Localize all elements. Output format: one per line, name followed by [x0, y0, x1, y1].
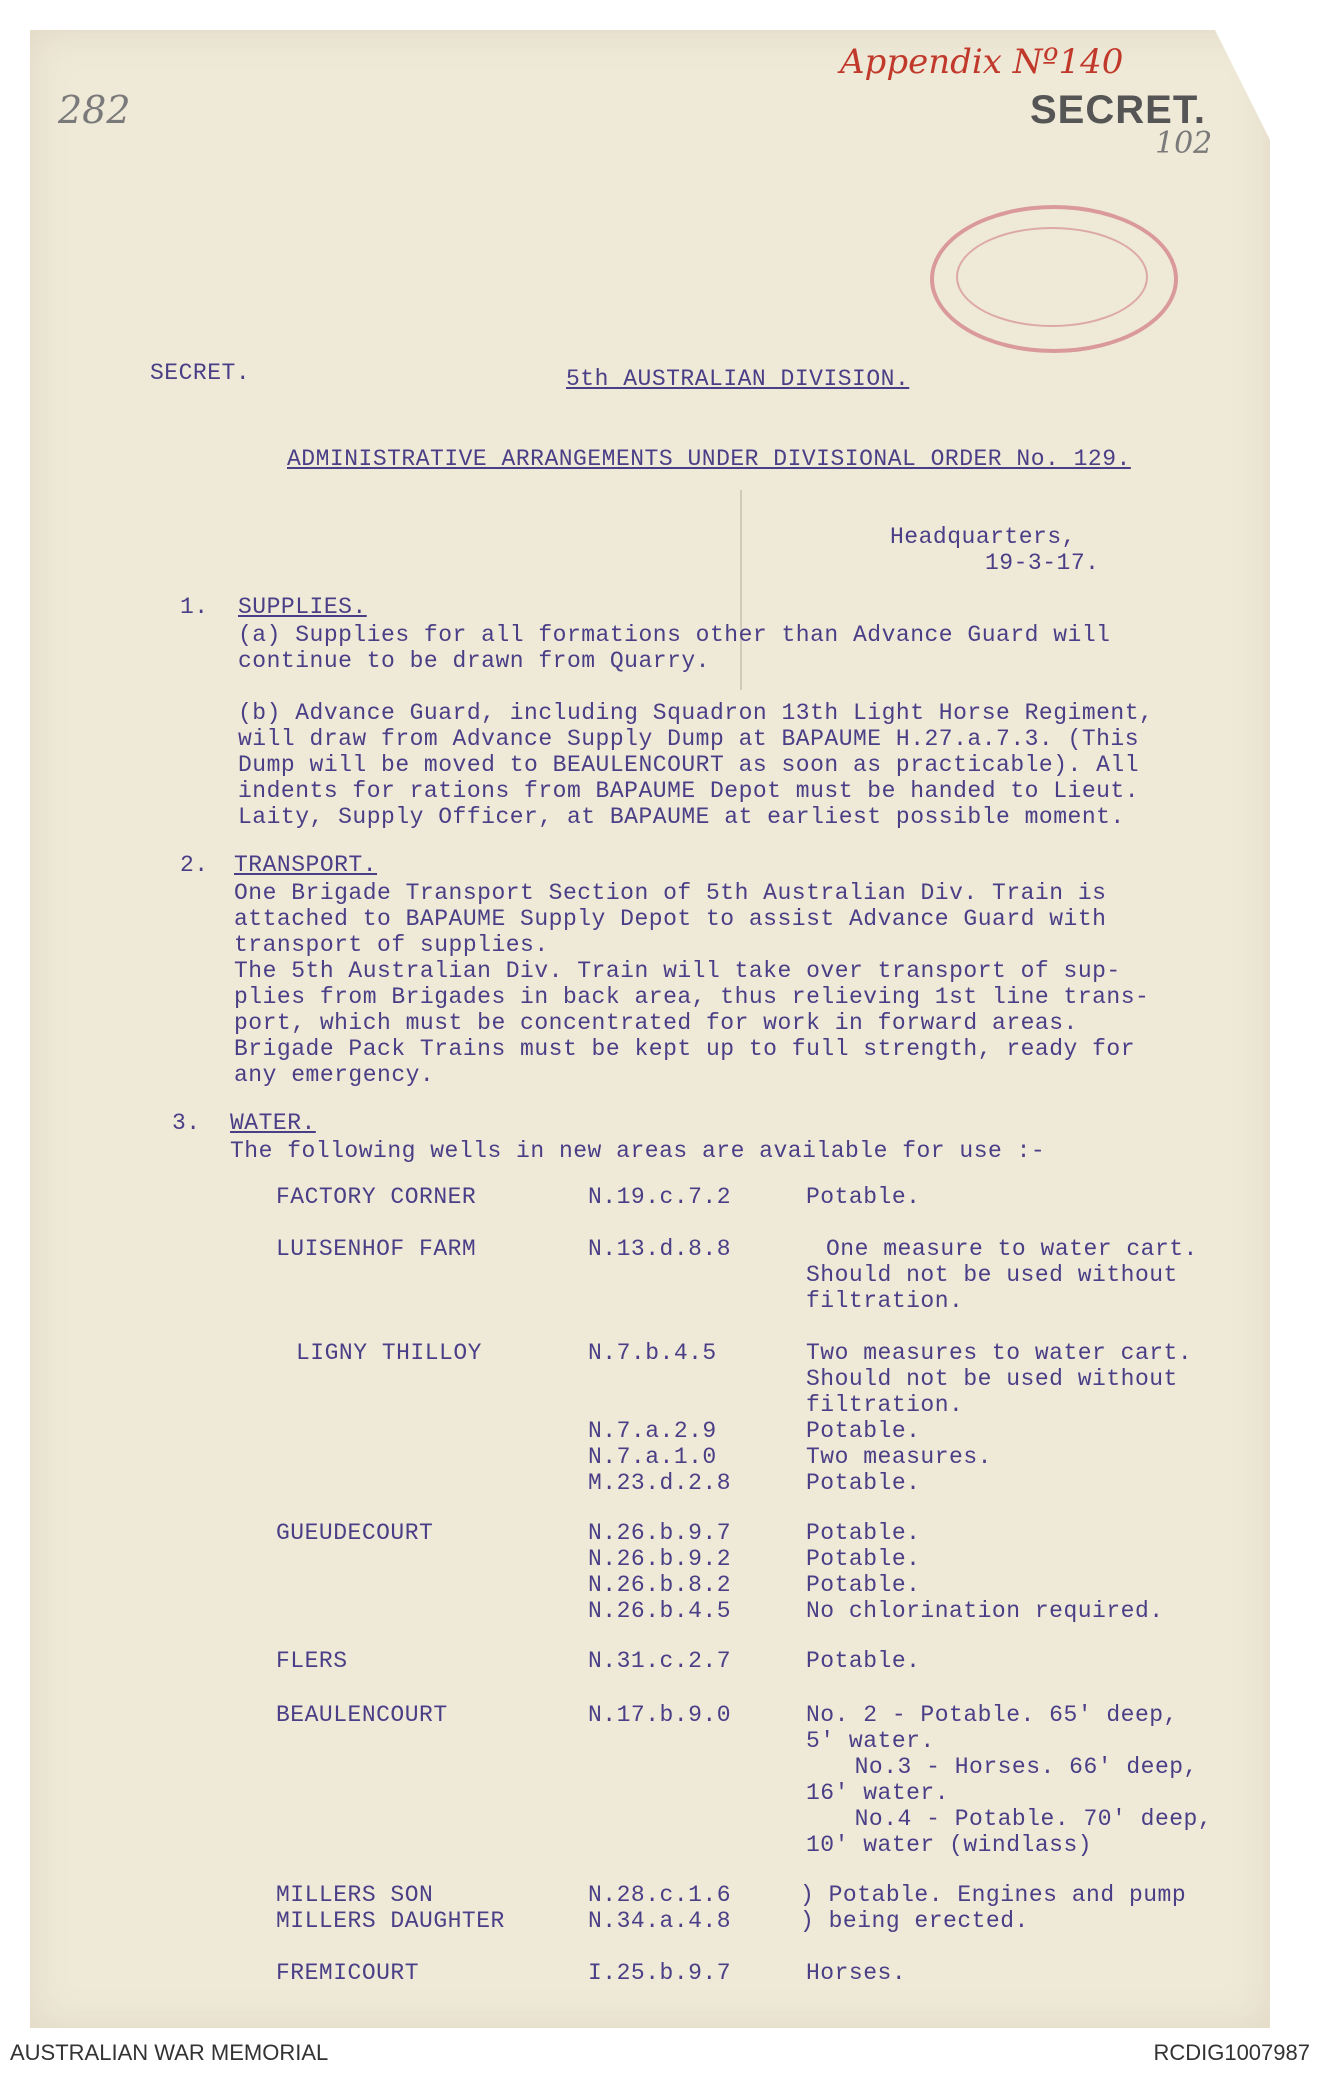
section-1-text: continue to be drawn from Quarry.: [238, 648, 710, 674]
grid-reference: N.26.b.9.7: [588, 1520, 732, 1546]
well-note: filtration.: [806, 1288, 964, 1314]
section-1-text: Dump will be moved to BEAULENCOURT as soon as practicable). All: [238, 752, 1140, 778]
division-title: 5th AUSTRALIAN DIVISION.: [566, 366, 910, 392]
grid-reference: N.7.a.1.0: [588, 1444, 717, 1470]
section-2-heading: TRANSPORT.: [234, 852, 378, 878]
well-note: No. 2 - Potable. 65' deep,: [806, 1702, 1178, 1728]
appendix-annotation: Appendix Nº140: [840, 42, 1124, 82]
section-2-text: The 5th Australian Div. Train will take over transport of sup-: [234, 958, 1121, 984]
well-note: Potable.: [806, 1184, 921, 1210]
grid-reference: N.34.a.4.8: [588, 1908, 732, 1934]
section-1-number: 1.: [180, 594, 209, 620]
grid-reference: N.31.c.2.7: [588, 1648, 732, 1674]
well-note: filtration.: [806, 1392, 964, 1418]
secret-label: SECRET.: [150, 360, 251, 386]
well-name: BEAULENCOURT: [276, 1702, 448, 1728]
well-note: ) being erected.: [800, 1908, 1029, 1934]
section-1-heading: SUPPLIES.: [238, 594, 367, 620]
well-note: Two measures.: [806, 1444, 992, 1470]
archive-credit: AUSTRALIAN WAR MEMORIAL: [10, 2040, 329, 2065]
fold-line: [740, 490, 742, 690]
grid-reference: N.28.c.1.6: [588, 1882, 732, 1908]
grid-reference: N.19.c.7.2: [588, 1184, 732, 1210]
well-note: Horses.: [806, 1960, 907, 1986]
well-note: Two measures to water cart.: [806, 1340, 1193, 1366]
grid-reference: N.7.b.4.5: [588, 1340, 717, 1366]
grid-reference: N.17.b.9.0: [588, 1702, 732, 1728]
section-1-text: will draw from Advance Supply Dump at BAPAUME H.27.a.7.3. (This: [238, 726, 1140, 752]
grid-reference: N.26.b.8.2: [588, 1572, 732, 1598]
well-note: Potable.: [806, 1418, 921, 1444]
well-name: MILLERS SON: [276, 1882, 434, 1908]
section-3-intro: The following wells in new areas are available for use :-: [230, 1138, 1046, 1164]
page-number-right: 102: [1155, 126, 1213, 161]
well-name: LUISENHOF FARM: [276, 1236, 477, 1262]
grid-reference: N.13.d.8.8: [588, 1236, 732, 1262]
section-1-text: (b) Advance Guard, including Squadron 13th Light Horse Regiment,: [238, 700, 1154, 726]
grid-reference: I.25.b.9.7: [588, 1960, 732, 1986]
section-2-text: attached to BAPAUME Supply Depot to assist Advance Guard with: [234, 906, 1107, 932]
section-3-number: 3.: [172, 1110, 201, 1136]
well-note: Should not be used without: [806, 1262, 1178, 1288]
page-number-left: 282: [58, 88, 131, 132]
well-name: FLERS: [276, 1648, 348, 1674]
torn-corner: [1215, 30, 1270, 140]
section-2-text: any emergency.: [234, 1062, 435, 1088]
section-3-heading: WATER.: [230, 1110, 316, 1136]
well-name: FREMICOURT: [276, 1960, 420, 1986]
well-name: FACTORY CORNER: [276, 1184, 477, 1210]
grid-reference: M.23.d.2.8: [588, 1470, 732, 1496]
archive-id: RCDIG1007987: [1153, 2040, 1310, 2065]
grid-reference: N.26.b.4.5: [588, 1598, 732, 1624]
grid-reference: N.7.a.2.9: [588, 1418, 717, 1444]
well-name: LIGNY THILLOY: [296, 1340, 482, 1366]
section-2-text: One Brigade Transport Section of 5th Australian Div. Train is: [234, 880, 1107, 906]
secret-stamp: SECRET.: [1030, 88, 1206, 132]
grid-reference: N.26.b.9.2: [588, 1546, 732, 1572]
well-note: Potable.: [806, 1648, 921, 1674]
headquarters-label: Headquarters,: [890, 524, 1076, 550]
well-note: 10' water (windlass): [806, 1832, 1093, 1858]
well-note: No.4 - Potable. 70' deep,: [826, 1806, 1213, 1832]
well-note: No.3 - Horses. 66' deep,: [826, 1754, 1198, 1780]
section-1-text: (a) Supplies for all formations other than Advance Guard will: [238, 622, 1111, 648]
section-2-text: transport of supplies.: [234, 932, 549, 958]
section-2-number: 2.: [180, 852, 209, 878]
well-note: No chlorination required.: [806, 1598, 1164, 1624]
section-1-text: Laity, Supply Officer, at BAPAUME at earliest possible moment.: [238, 804, 1125, 830]
section-2-text: plies from Brigades in back area, thus relieving 1st line trans-: [234, 984, 1150, 1010]
well-note: ) Potable. Engines and pump: [800, 1882, 1187, 1908]
well-note: Potable.: [806, 1572, 921, 1598]
well-note: Should not be used without: [806, 1366, 1178, 1392]
well-note: Potable.: [806, 1520, 921, 1546]
unit-seal-stamp: [930, 205, 1178, 353]
well-note: 5' water.: [806, 1728, 935, 1754]
document-title: ADMINISTRATIVE ARRANGEMENTS UNDER DIVISIONAL ORDER No. 129.: [287, 446, 1131, 472]
section-1-text: indents for rations from BAPAUME Depot must be handed to Lieut.: [238, 778, 1140, 804]
section-2-text: Brigade Pack Trains must be kept up to full strength, ready for: [234, 1036, 1136, 1062]
well-note: Potable.: [806, 1470, 921, 1496]
document-date: 19-3-17.: [985, 550, 1100, 576]
well-name: MILLERS DAUGHTER: [276, 1908, 505, 1934]
section-2-text: port, which must be concentrated for work in forward areas.: [234, 1010, 1078, 1036]
well-note: One measure to water cart.: [826, 1236, 1198, 1262]
well-note: 16' water.: [806, 1780, 950, 1806]
well-name: GUEUDECOURT: [276, 1520, 434, 1546]
well-note: Potable.: [806, 1546, 921, 1572]
